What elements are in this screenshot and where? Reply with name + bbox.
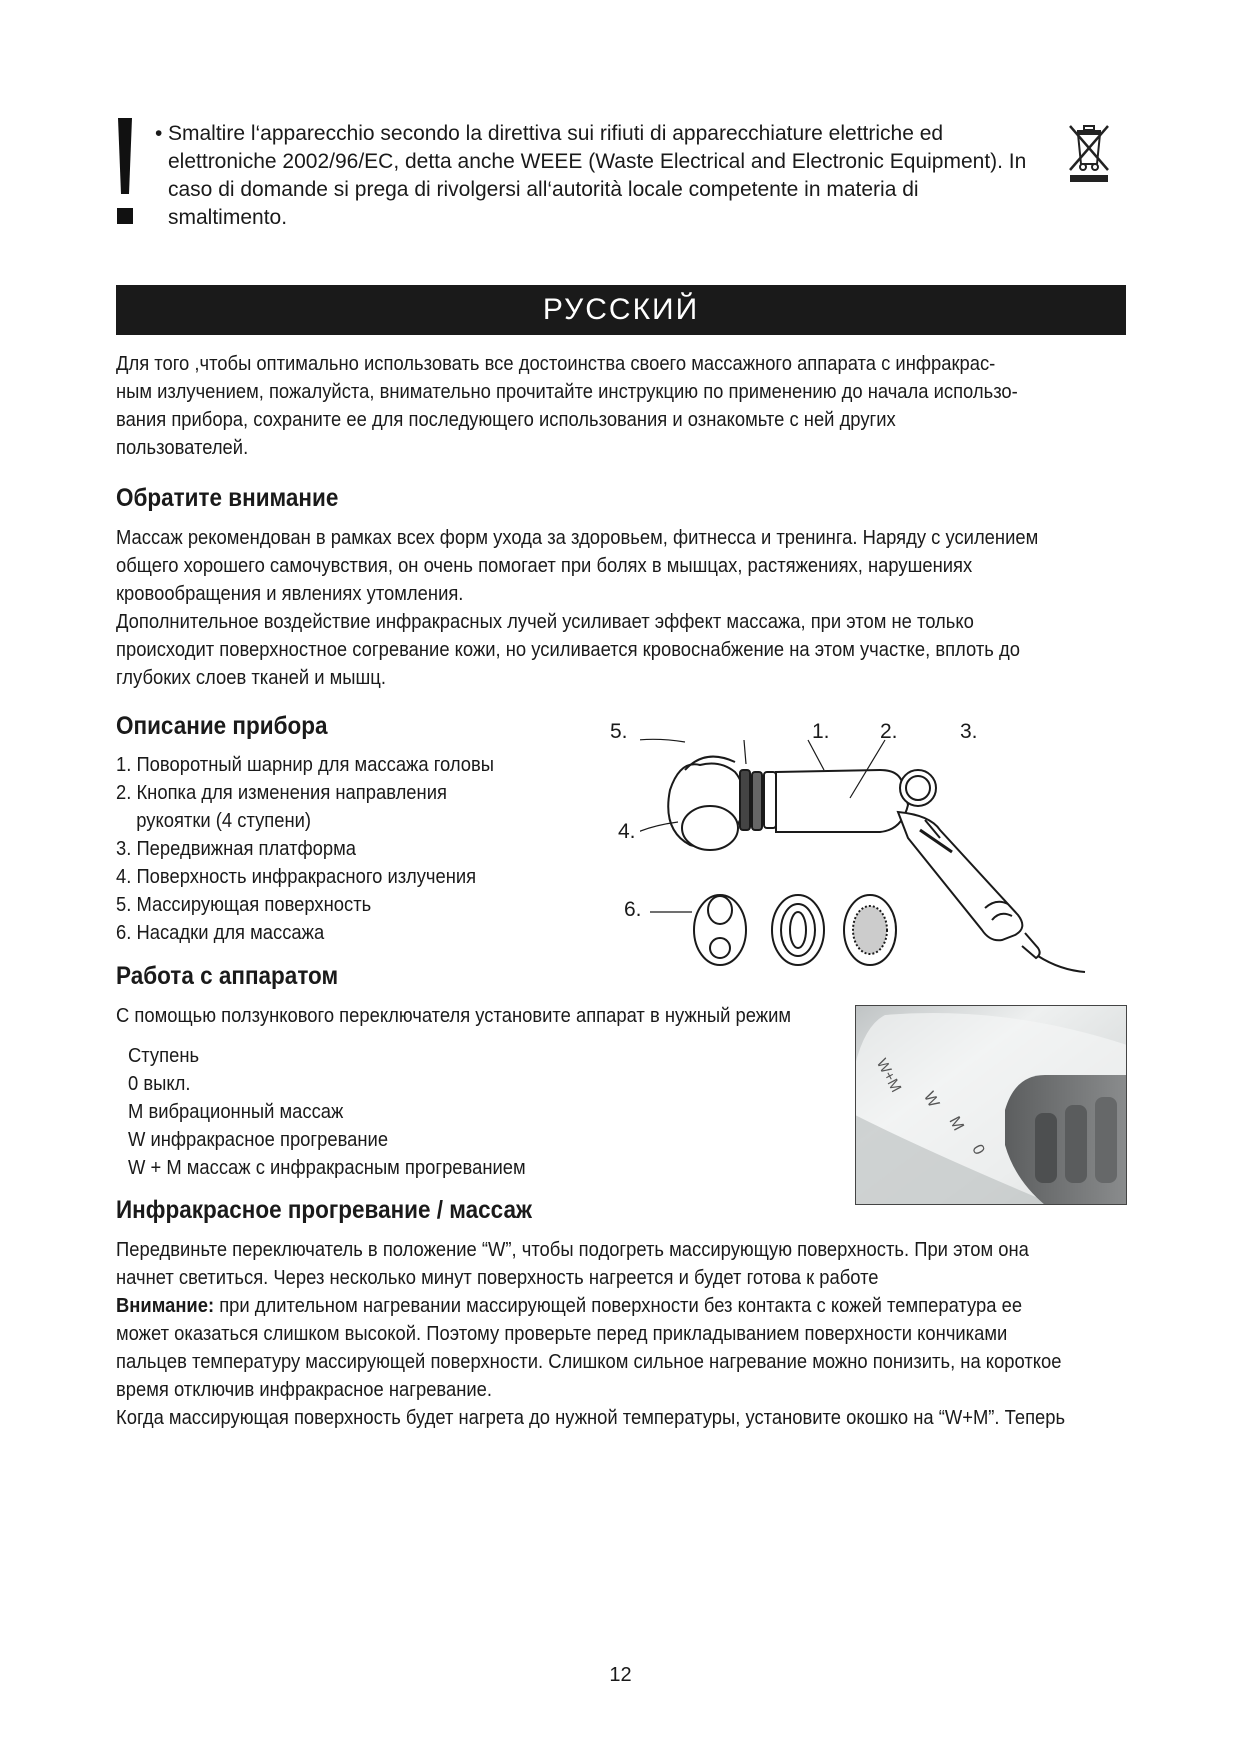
- list-item: 4. Поверхность инфракрасного излучения: [116, 866, 477, 888]
- figure-label: 2.: [880, 720, 898, 743]
- list-item: 2. Кнопка для изменения направления: [116, 782, 447, 804]
- section-heading-description: Описание прибора: [116, 712, 328, 740]
- attention-paragraph: [116, 524, 1146, 692]
- disposal-note: [155, 120, 1068, 232]
- figure-label: 5.: [610, 720, 628, 743]
- text-line: начнет светиться. Через несколько минут поверхность нагреется и будет готова к работе: [116, 1267, 879, 1289]
- list-item: рукоятки (4 ступени): [136, 810, 312, 832]
- text-line: происходит поверхностное согревание кожи, но усиливается кровоснабжение на этом участке, вплоть до: [116, 639, 1020, 661]
- text-line: ным излучением, пожалуйста, внимательно прочитайте инструкцию по применению до начала использо-: [116, 381, 1018, 403]
- figure-label: 4.: [618, 820, 636, 843]
- levels-list: [128, 1042, 772, 1182]
- note-line: elettroniche 2002/96/EC, detta anche WEEE (Waste Electrical and Electronic Equipment). In: [168, 150, 1027, 173]
- section-heading-infrared: Инфракрасное прогревание / массаж: [116, 1196, 532, 1224]
- text-line: Дополнительное воздействие инфракрасных лучей усиливает эффект массажа, при этом не только: [116, 611, 974, 633]
- text-line: Когда массирующая поверхность будет нагрета до нужной температуры, установите окошко на “W+M”. Теперь: [116, 1407, 1066, 1429]
- text-span: при длительном нагревании массирующей поверхности без контакта с кожей температура ее: [214, 1295, 1023, 1317]
- list-item: 5. Массирующая поверхность: [116, 894, 372, 916]
- list-item: 3. Передвижная платформа: [116, 838, 356, 860]
- text-line: общего хорошего самочувствия, он очень помогает при болях в мышцах, растяжениях, нарушениях: [116, 555, 973, 577]
- list-item: 6. Насадки для массажа: [116, 922, 325, 944]
- intro-paragraph: [116, 350, 1146, 462]
- text-line: Для того ,чтобы оптимально использовать все достоинства своего массажного аппарата с инфракрас-: [116, 353, 996, 375]
- page-number: 12: [609, 1664, 632, 1686]
- switch-mark: W+M: [872, 1055, 905, 1096]
- text-line: кровообращения и явлениях утомления.: [116, 583, 464, 605]
- massager-diagram: [610, 720, 1130, 980]
- figure-label: 3.: [960, 720, 978, 743]
- note-line: smaltimento.: [168, 206, 288, 229]
- switch-mark: M: [945, 1113, 967, 1134]
- list-item: W инфракрасное прогревание: [128, 1129, 389, 1151]
- text-line: пользователей.: [116, 437, 249, 459]
- list-item: 0 выкл.: [128, 1073, 191, 1095]
- list-item: Ступень: [128, 1045, 200, 1067]
- infrared-paragraph: [116, 1236, 1146, 1432]
- list-item: M вибрационный массаж: [128, 1101, 344, 1123]
- section-heading-operation: Работа с аппаратом: [116, 962, 339, 990]
- attention-label: Внимание:: [116, 1295, 215, 1317]
- list-item: 1. Поворотный шарнир для массажа головы: [116, 754, 495, 776]
- text-line: пальцев температуру массирующей поверхности. Слишком сильное нагревание можно понизить, на короткое: [116, 1351, 1062, 1373]
- crossed-bin-icon: [1066, 122, 1112, 184]
- note-line: caso di domande si prega di rivolgersi all‘autorità locale competente in materia di: [168, 178, 919, 201]
- text-line: Передвиньте переключатель в положение “W”, чтобы подогреть массирующую поверхность. При этом она: [116, 1239, 1029, 1261]
- switch-mark: 0: [968, 1141, 988, 1158]
- text-line: вания прибора, сохраните ее для последующего использования и ознакомьте с ней других: [116, 409, 896, 431]
- bullet: •: [155, 122, 163, 145]
- language-header: РУССКИЙ: [116, 285, 1126, 335]
- figure-label: 1.: [812, 720, 830, 743]
- text-line: С помощью ползункового переключателя установите аппарат в нужный режим: [116, 1005, 792, 1027]
- exclamation-icon: [112, 118, 138, 228]
- switch-photo: [855, 1005, 1127, 1205]
- text-line: [116, 1292, 1146, 1320]
- text-line: может оказаться слишком высокой. Поэтому проверьте перед прикладыванием поверхности кончиками: [116, 1323, 1008, 1345]
- note-line: Smaltire l‘apparecchio secondo la direttiva sui rifiuti di apparecchiature elettriche ed: [168, 122, 944, 145]
- parts-list: [116, 751, 631, 947]
- switch-mark: W: [919, 1089, 943, 1111]
- text-line: Массаж рекомендован в рамках всех форм ухода за здоровьем, фитнесса и тренинга. Наряду с усилением: [116, 527, 1039, 549]
- section-heading-attention: Обратите внимание: [116, 484, 339, 512]
- figure-label: 6.: [624, 898, 642, 921]
- list-item: W + M массаж с инфракрасным прогреванием: [128, 1157, 526, 1179]
- text-line: глубоких слоев тканей и мышц.: [116, 667, 386, 689]
- text-line: время отключив инфракрасное нагревание.: [116, 1379, 493, 1401]
